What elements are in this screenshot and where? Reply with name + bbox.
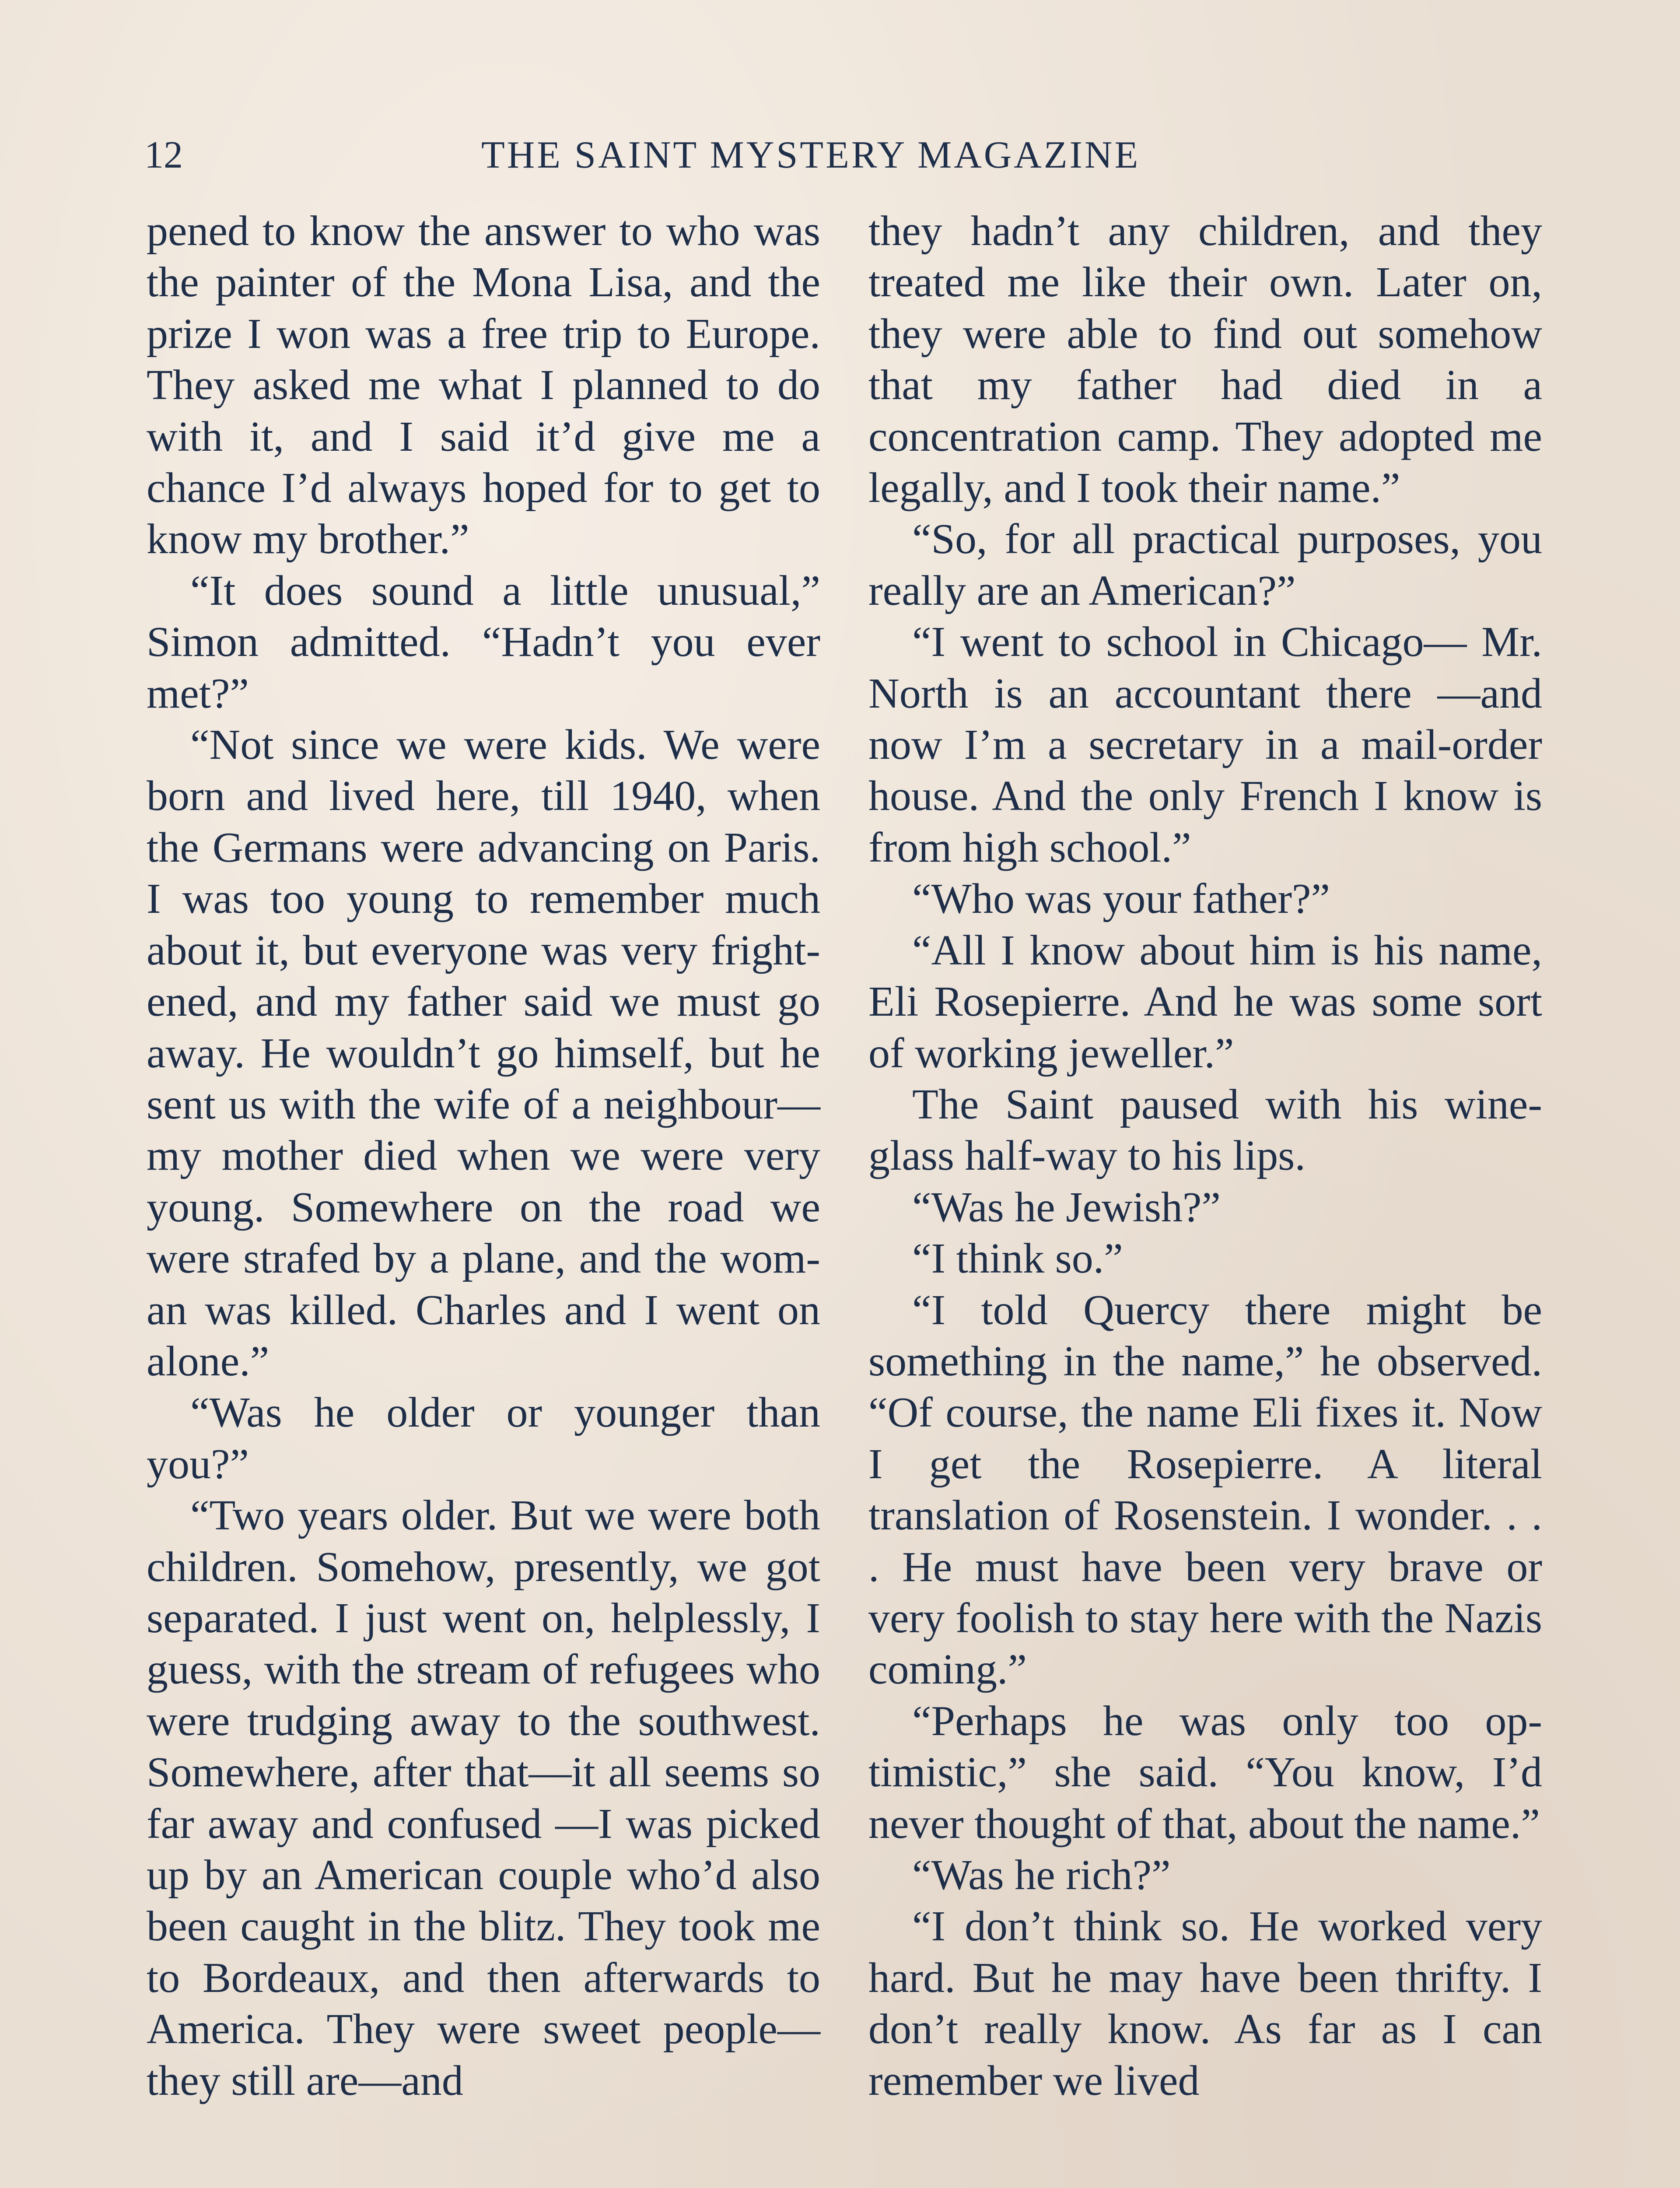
right-text-column: [868, 206, 1542, 2188]
paragraph: “I went to school in Chicago— Mr. North is an accountant there —and now I’m a secretary in a mail-order house. And the only French I know is from high school.”: [868, 618, 1542, 871]
paragraph: pened to know the answer to who was the painter of the Mona Lisa, and the prize I won was a free trip to Europe. They asked me what I planned to do with it, and I said it’d give me a chance I’d always hoped for to get to know my brother.”: [147, 207, 820, 563]
paragraph: “Two years older. But we were both children. Somehow, presently, we got separated. I just went on, helplessly, I guess, with the stream of refugees who were trudging away to the southwest. Somewhere, after that—it all seems so far away and confused —I was picked up by an American couple who’d also been caught in the blitz. They took me to Bordeaux, and then afterwards to America. They were sweet people—they still are—and: [147, 1492, 820, 2104]
paragraph: “All I know about him is his name, Eli Rosepierre. And he was some sort of working jeweller.”: [868, 926, 1542, 1077]
paragraph: “So, for all practical purposes, you really are an American?”: [868, 515, 1542, 614]
left-text-column: [147, 206, 820, 2188]
paragraph: The Saint paused with his wine-glass half-way to his lips.: [868, 1080, 1542, 1180]
paragraph: “Was he older or younger than you?”: [147, 1389, 820, 1488]
paragraph: “Perhaps he was only too optimistic,” she said. “You know, I’d never thought of that, about the name.”: [868, 1697, 1542, 1848]
running-head: [144, 131, 1544, 193]
paragraph: “I told Quercy there might be something in the name,” he observed. “Of course, the name Eli fixes it. Now I get the Rosepierre. A literal translation of Rosenstein. I wonder. . . . He must have been very brave or very foolish to stay here with the Nazis coming.”: [868, 1286, 1542, 1694]
paragraph: “I don’t think so. He worked very hard. But he may have been thrifty. I don’t really know. As far as I can remember we lived: [868, 1903, 1542, 2104]
paragraph: “Who was your father?”: [912, 875, 1330, 923]
magazine-title: THE SAINT MYSTERY MAGAZINE: [481, 134, 1141, 176]
paragraph: “Was he Jewish?”: [912, 1183, 1221, 1231]
paragraph: “I think so.”: [912, 1235, 1123, 1283]
page-number: 12: [144, 134, 183, 176]
paragraph: “It does sound a little unusual,” Simon admitted. “Hadn’t you ever met?”: [147, 567, 820, 717]
paragraph: “Not since we were kids. We were born and lived here, till 1940, when the Germans were advancing on Paris. I was too young to remember much about it, but everyone was very frightened, and my father said we must go away. He wouldn’t go himself, but he sent us with the wife of a neighbour—my mother died when we were very young. Somewhere on the road we were strafed by a plane, and the woman was killed. Charles and I went on alone.”: [147, 721, 820, 1385]
paragraph: they hadn’t any children, and they treated me like their own. Later on, they were able to find out somehow that my father had died in a concentration camp. They adopted me legally, and I took their name.”: [868, 207, 1542, 512]
paragraph: “Was he rich?”: [912, 1851, 1171, 1899]
